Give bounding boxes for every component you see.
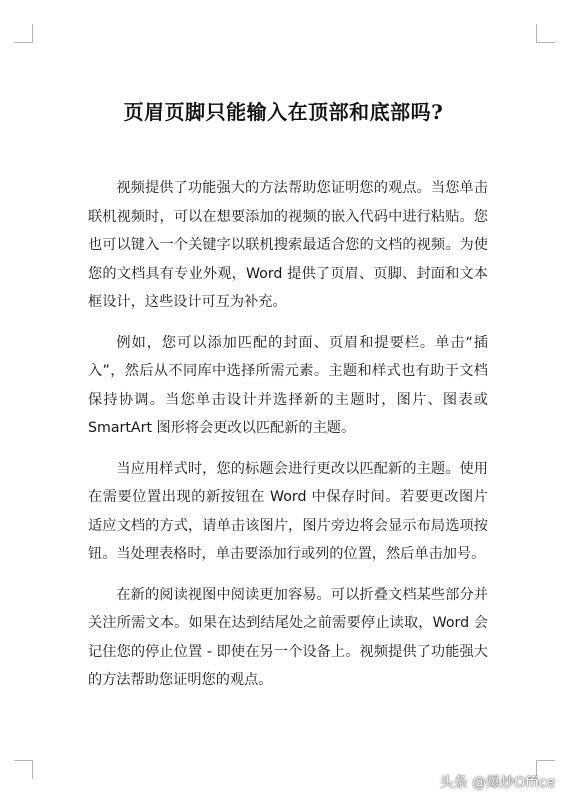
paragraph-1: 视频提供了功能强大的方法帮助您证明您的观点。当您单击联机视频时，可以在想要添加的视频的嵌入代码中进行粘贴。您也可以键入一个关键字以联机搜索最适合您的文档的视频。为使您的文档具有专业外观，Word 提供了页眉、页脚、封面和文本框设计，这些设计可互为补充。 — [88, 180, 488, 310]
margin-corner-top-right — [536, 24, 555, 43]
margin-corner-bottom-left — [14, 760, 33, 779]
margin-corner-top-left — [14, 24, 33, 43]
paragraph-4: 在新的阅读视图中阅读更加容易。可以折叠文档某些部分并关注所需文本。如果在达到结尾处之前需要停止读取，Word 会记住您的停止位置 - 即使在另一个设备上。视频提供了功能强大的方法帮助您证明您的观点。 — [88, 586, 488, 688]
paragraph-2: 例如，您可以添加匹配的封面、页眉和提要栏。单击“插入”，然后从不同库中选择所需元素。主题和样式也有助于文档保持协调。当您单击设计并选择新的主题时，图片、图表或 SmartArt 图形将会更改以匹配新的主题。 — [88, 334, 488, 436]
watermark-text: 头条 @爆炒Office — [439, 775, 555, 791]
paragraph-3: 当应用样式时，您的标题会进行更改以匹配新的主题。使用在需要位置出现的新按钮在 Word 中保存时间。若要更改图片适应文档的方式，请单击该图片，图片旁边将会显示布局选项按钮。当处理表格时，单击要添加行或列的位置，然后单击加号。 — [88, 460, 488, 562]
document-title: 页眉页脚只能输入在顶部和底部吗? — [123, 100, 444, 124]
document-body — [88, 174, 488, 707]
